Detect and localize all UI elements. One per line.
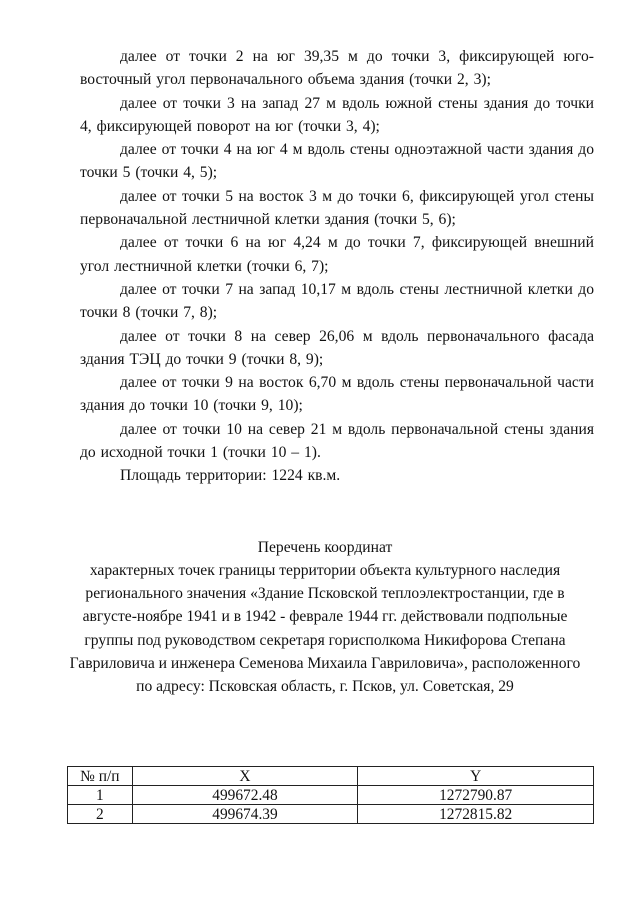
area-paragraph: Площадь территории: 1224 кв.м. (120, 467, 341, 485)
header-number: № п/п (68, 767, 133, 786)
section-description: характерных точек границы территории объекта культурного наследия регионального значения «Здание Псковской теплоэлектростанции, где в августе-ноябре 1941 и в 1942 - феврале 1944 гг. действовали подпольные группы под руководством секретаря горисполкома Никифорова Степана Гавриловича и инженера Семенова Михаила Гавриловича», расположенного по адресу: Псковская область, г. Псков, ул. Советская, 29 (69, 562, 581, 696)
header-y: Y (358, 767, 594, 786)
cell-y: 1272815.82 (358, 805, 594, 824)
paragraph: далее от точки 2 на юг 39,35 м до точки 3, фиксирующей юго-восточный угол первоначального объема здания (точки 2, 3); (80, 48, 594, 89)
paragraph: далее от точки 5 на восток 3 м до точки 6, фиксирующей угол стены первоначальной лестничной клетки здания (точки 5, 6); (80, 187, 594, 229)
header-x: X (132, 767, 358, 786)
paragraph: далее от точки 7 на запад 10,17 м вдоль стены лестничной клетки до точки 8 (точки 7, 8); (80, 280, 594, 322)
cell-y: 1272790.87 (358, 786, 594, 805)
cell-number: 1 (68, 786, 133, 805)
table-row (68, 805, 594, 824)
table-header-row (68, 767, 594, 786)
cell-x: 499674.39 (132, 805, 358, 824)
cell-number: 2 (68, 805, 133, 824)
section-title: Перечень координат (257, 539, 393, 556)
cell-x: 499672.48 (132, 786, 358, 805)
paragraph: далее от точки 8 на север 26,06 м вдоль первоначального фасада здания ТЭЦ до точки 9 (точки 8, 9); (80, 327, 594, 368)
coordinates-table (67, 766, 594, 824)
paragraph: далее от точки 10 на север 21 м вдоль первоначальной стены здания до исходной точки 1 (точки 10 – 1). (80, 420, 594, 462)
table-row (68, 786, 594, 805)
boundary-description (80, 45, 594, 488)
paragraph: далее от точки 3 на запад 27 м вдоль южной стены здания до точки 4, фиксирующей поворот на юг (точки 3, 4); (80, 94, 594, 135)
paragraph: далее от точки 4 на юг 4 м вдоль стены одноэтажной части здания до точки 5 (точки 4, 5); (80, 141, 594, 182)
paragraph: далее от точки 9 на восток 6,70 м вдоль стены первоначальной части здания до точки 10 (точки 9, 10); (80, 374, 594, 415)
paragraph: далее от точки 6 на юг 4,24 м до точки 7, фиксирующей внешний угол лестничной клетки (точки 6, 7); (80, 234, 594, 275)
